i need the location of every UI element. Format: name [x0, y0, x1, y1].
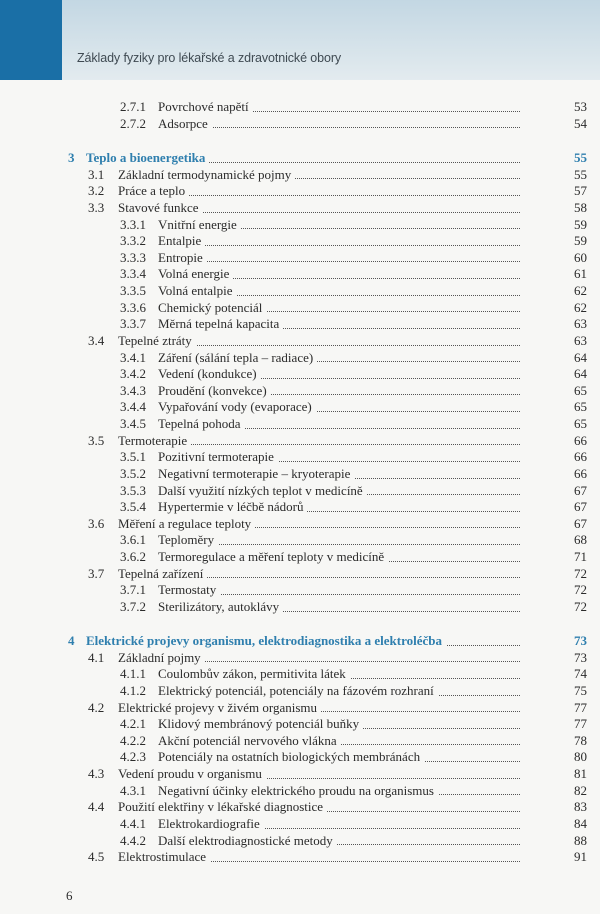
toc-entry[interactable] [0, 150, 600, 167]
toc-entry-leader [158, 300, 520, 317]
toc-entry-title: Tepelné ztráty [118, 333, 196, 348]
toc-entry-number: 3.2 [88, 183, 105, 199]
toc-entry-page: 71 [574, 549, 587, 564]
toc-entry-title: Entalpie [158, 233, 205, 248]
toc-entry-number: 3.3 [88, 199, 105, 215]
toc-entry-page: 82 [574, 782, 587, 798]
toc-entry[interactable] [0, 350, 600, 367]
toc-entry-page: 57 [574, 183, 587, 199]
toc-entry-title: Vedení proudu v organismu [118, 766, 266, 781]
toc-entry-leader [158, 233, 520, 250]
toc-entry-title: Teplo a bioenergetika [86, 150, 209, 165]
accent-block [0, 0, 62, 80]
toc-entry[interactable] [0, 466, 600, 483]
toc-entry[interactable] [0, 650, 600, 667]
toc-entry[interactable] [0, 799, 600, 816]
toc-entry-leader [118, 200, 520, 217]
toc-entry-leader [158, 499, 520, 516]
toc-entry[interactable] [0, 766, 600, 783]
toc-entry-title: Měření a regulace teploty [118, 516, 255, 531]
toc-entry[interactable] [0, 116, 600, 133]
toc-entry[interactable] [0, 700, 600, 717]
toc-entry[interactable] [0, 233, 600, 250]
toc-entry-page: 55 [574, 150, 587, 165]
toc-entry-title: Tepelná pohoda [158, 416, 244, 431]
toc-entry-title: Další využití nízkých teplot v medicíně [158, 483, 367, 498]
toc-entry-number: 3.3.1 [120, 216, 146, 232]
toc-entry-leader [86, 150, 520, 167]
toc-entry[interactable] [0, 749, 600, 766]
toc-entry-number: 4.4.1 [120, 815, 146, 831]
toc-entry-page: 65 [574, 382, 587, 398]
toc-entry-leader [118, 700, 520, 717]
toc-entry[interactable] [0, 582, 600, 599]
toc-entry-leader [158, 749, 520, 766]
toc-entry[interactable] [0, 300, 600, 317]
toc-entry-page: 55 [574, 166, 587, 182]
toc-entry-leader [158, 283, 520, 300]
toc-entry[interactable] [0, 683, 600, 700]
toc-entry-number: 4.3.1 [120, 782, 146, 798]
toc-section-top [0, 99, 600, 132]
toc-entry-leader [118, 849, 520, 866]
toc-entry-title: Chemický potenciál [158, 300, 266, 315]
toc-entry-page: 68 [574, 532, 587, 548]
toc-entry-title: Termostaty [158, 582, 220, 597]
toc-entry[interactable] [0, 283, 600, 300]
toc-entry-title: Použití elektřiny v lékařské diagnostice [118, 799, 327, 814]
toc-entry-title: Záření (sálání tepla – radiace) [158, 350, 317, 365]
header-band [62, 0, 600, 80]
toc-entry[interactable] [0, 333, 600, 350]
toc-entry-number: 3.7.1 [120, 582, 146, 598]
toc-entry-page: 64 [574, 349, 587, 365]
toc-entry-number: 3.4.4 [120, 399, 146, 415]
toc-section-chapter-4 [0, 633, 600, 866]
toc-entry-leader [158, 483, 520, 500]
toc-entry-page: 78 [574, 732, 587, 748]
toc-entry-number: 3.6.1 [120, 532, 146, 548]
toc-entry-leader [158, 683, 520, 700]
toc-entry[interactable] [0, 783, 600, 800]
toc-entry-leader [118, 433, 520, 450]
toc-entry-number: 4 [68, 633, 75, 648]
toc-entry-title: Klidový membránový potenciál buňky [158, 716, 363, 731]
toc-entry-number: 3.6.2 [120, 549, 146, 564]
toc-entry-page: 91 [574, 849, 587, 865]
toc-entry-number: 3.5.1 [120, 449, 146, 465]
toc-entry-number: 3.4.5 [120, 416, 146, 431]
toc-entry-title: Elektrické projevy organismu, elektrodiagnostika a elektroléčba [86, 633, 446, 648]
toc-entry-page: 88 [574, 832, 587, 848]
toc-entry[interactable] [0, 716, 600, 733]
toc-entry[interactable] [0, 516, 600, 533]
toc-entry[interactable] [0, 99, 600, 116]
toc-entry-title: Základní termodynamické pojmy [118, 167, 295, 182]
toc-entry[interactable] [0, 833, 600, 850]
toc-entry-title: Elektrostimulace [118, 849, 210, 864]
toc-entry-title: Základní pojmy [118, 650, 205, 665]
toc-entry-page: 61 [574, 266, 587, 282]
toc-entry-title: Entropie [158, 250, 207, 265]
toc-entry-leader [118, 766, 520, 783]
toc-entry-page: 59 [574, 216, 587, 232]
toc-entry-page: 81 [574, 766, 587, 781]
running-title: Základy fyziky pro lékařské a zdravotnické obory [77, 51, 342, 65]
toc-entry-leader [158, 549, 520, 566]
toc-entry-leader [158, 816, 520, 833]
page-number: 6 [66, 888, 73, 903]
toc-entry-leader [158, 449, 520, 466]
toc-entry-number: 4.2 [88, 699, 105, 715]
toc-entry-number: 4.1.1 [120, 666, 146, 682]
toc-entry-leader [118, 167, 520, 184]
toc-entry[interactable] [0, 183, 600, 200]
toc-entry-leader [118, 516, 520, 533]
toc-entry-title: Volná energie [158, 266, 233, 281]
toc-entry-leader [158, 582, 520, 599]
toc-entry[interactable] [0, 566, 600, 583]
toc-entry[interactable] [0, 167, 600, 184]
toc-entry-title: Další elektrodiagnostické metody [158, 833, 337, 848]
toc-entry-page: 60 [574, 249, 587, 265]
toc-entry[interactable] [0, 383, 600, 400]
toc-entry-leader [158, 416, 520, 433]
toc-entry-number: 3.5.2 [120, 465, 146, 481]
toc-entry-number: 3.7 [88, 565, 105, 581]
toc-entry[interactable] [0, 200, 600, 217]
toc-entry-leader [158, 316, 520, 333]
toc-entry-page: 66 [574, 449, 587, 465]
toc-entry-number: 3.5.3 [120, 482, 146, 498]
toc-entry-page: 65 [574, 399, 587, 415]
toc-entry-title: Negativní termoterapie – kryoterapie [158, 466, 354, 481]
toc-entry-page: 80 [574, 749, 587, 765]
toc-entry[interactable] [0, 266, 600, 283]
toc-entry-title: Coulombův zákon, permitivita látek [158, 666, 350, 681]
toc-entry[interactable] [0, 217, 600, 234]
toc-entry-number: 2.7.1 [120, 99, 146, 114]
toc-entry-leader [86, 633, 520, 650]
toc-entry-leader [158, 532, 520, 549]
toc-entry[interactable] [0, 316, 600, 333]
toc-entry-number: 4.5 [88, 849, 105, 865]
toc-entry-title: Hypertermie v léčbě nádorů [158, 499, 307, 514]
toc-entry-page: 77 [574, 716, 587, 732]
toc-entry-leader [118, 183, 520, 200]
toc-entry-leader [158, 666, 520, 683]
toc-entry-title: Akční potenciál nervového vlákna [158, 733, 341, 748]
toc-entry-leader [158, 466, 520, 483]
toc-entry-leader [158, 383, 520, 400]
toc-entry-page: 72 [574, 565, 587, 581]
toc-entry-number: 4.4.2 [120, 832, 146, 848]
toc-entry-page: 62 [574, 283, 587, 298]
toc-entry-number: 3 [68, 150, 75, 165]
toc-entry[interactable] [0, 633, 600, 650]
toc-entry-number: 3.3.3 [120, 249, 146, 265]
toc-entry-page: 74 [574, 666, 587, 682]
toc-entry-title: Měrná tepelná kapacita [158, 316, 283, 331]
toc-entry-title: Proudění (konvekce) [158, 383, 271, 398]
toc-entry-page: 67 [574, 499, 587, 515]
toc-entry-page: 73 [574, 649, 587, 665]
toc-entry-page: 59 [574, 233, 587, 249]
toc-entry-page: 72 [574, 582, 587, 598]
toc-entry-leader [118, 799, 520, 816]
toc-entry[interactable] [0, 449, 600, 466]
toc-entry-page: 83 [574, 799, 587, 815]
toc-entry[interactable] [0, 733, 600, 750]
toc-entry-leader [158, 733, 520, 750]
toc-entry-number: 4.4 [88, 799, 105, 815]
toc-entry-page: 84 [574, 815, 587, 831]
toc-entry[interactable] [0, 666, 600, 683]
toc-entry-title: Volná entalpie [158, 283, 237, 298]
toc-entry-page: 58 [574, 199, 587, 215]
toc-entry-title: Elektrické projevy v živém organismu [118, 700, 321, 715]
toc-entry-number: 2.7.2 [120, 115, 146, 131]
toc-entry[interactable] [0, 366, 600, 383]
toc-entry-title: Vedení (kondukce) [158, 366, 261, 381]
toc-entry-number: 3.3.6 [120, 299, 146, 315]
toc-entry[interactable] [0, 250, 600, 267]
toc-entry-title: Povrchové napětí [158, 99, 253, 114]
toc-entry-page: 72 [574, 598, 587, 614]
toc-entry-page: 66 [574, 432, 587, 448]
toc-entry-title: Stavové funkce [118, 200, 203, 215]
toc-entry-number: 4.2.2 [120, 732, 146, 748]
toc-entry-number: 4.3 [88, 766, 105, 781]
toc-entry-number: 3.5.4 [120, 499, 146, 515]
toc-entry-title: Vypařování vody (evaporace) [158, 399, 316, 414]
toc-entry-title: Termoterapie [118, 433, 191, 448]
toc-entry-leader [158, 116, 520, 133]
toc-entry-title: Vnitřní energie [158, 217, 241, 232]
toc-entry-page: 53 [574, 99, 587, 114]
toc-entry-leader [118, 333, 520, 350]
toc-entry-page: 67 [574, 482, 587, 498]
toc-entry-number: 4.2.1 [120, 716, 146, 732]
toc-entry-leader [118, 650, 520, 667]
toc-entry-leader [158, 599, 520, 616]
toc-entry-title: Elektrický potenciál, potenciály na fázovém rozhraní [158, 683, 438, 698]
toc-entry[interactable] [0, 849, 600, 866]
toc-entry[interactable] [0, 433, 600, 450]
toc-entry-leader [158, 833, 520, 850]
toc-entry[interactable] [0, 532, 600, 549]
toc-entry-title: Pozitivní termoterapie [158, 449, 278, 464]
toc-entry-leader [158, 217, 520, 234]
toc-entry-number: 3.3.7 [120, 316, 146, 332]
toc-entry-number: 3.4.1 [120, 349, 146, 365]
toc-entry-leader [158, 250, 520, 267]
toc-entry-page: 66 [574, 465, 587, 481]
toc-entry-page: 77 [574, 699, 587, 715]
toc-entry[interactable] [0, 483, 600, 500]
toc-entry-leader [158, 266, 520, 283]
toc-entry[interactable] [0, 399, 600, 416]
toc-entry-number: 3.4 [88, 332, 105, 348]
toc-entry-title: Tepelná zařízení [118, 566, 207, 581]
toc-entry-title: Práce a teplo [118, 183, 189, 198]
toc-entry-number: 3.3.4 [120, 266, 146, 282]
toc-entry-page: 75 [574, 682, 587, 698]
toc-entry-leader [158, 350, 520, 367]
toc-entry-leader [118, 566, 520, 583]
toc-entry-number: 3.1 [88, 166, 105, 182]
toc-entry-number: 3.6 [88, 515, 105, 531]
toc-entry-leader [158, 716, 520, 733]
toc-entry-leader [158, 783, 520, 800]
toc-entry[interactable] [0, 599, 600, 616]
toc-entry-number: 3.5 [88, 432, 105, 448]
toc-entry-title: Adsorpce [158, 116, 212, 131]
toc-section-chapter-3 [0, 150, 600, 616]
toc-entry-number: 4.1 [88, 649, 105, 665]
toc-entry-title: Teploměry [158, 532, 218, 547]
toc-entry-title: Potenciály na ostatních biologických membránách [158, 749, 424, 764]
toc-entry-title: Sterilizátory, autoklávy [158, 599, 283, 614]
toc-entry-page: 63 [574, 332, 587, 348]
toc-entry-title: Negativní účinky elektrického proudu na organismus [158, 783, 438, 798]
toc-entry-number: 3.4.3 [120, 382, 146, 398]
toc-entry-page: 67 [574, 515, 587, 531]
toc-entry[interactable] [0, 416, 600, 433]
toc-entry[interactable] [0, 549, 600, 566]
toc-entry-page: 62 [574, 299, 587, 315]
toc-entry-leader [158, 366, 520, 383]
toc-entry-page: 64 [574, 366, 587, 382]
toc-entry-page: 73 [574, 633, 587, 648]
toc-entry-title: Elektrokardiografie [158, 816, 264, 831]
toc-entry-number: 3.3.5 [120, 283, 146, 298]
toc-entry-number: 3.3.2 [120, 233, 146, 249]
toc-entry-number: 4.1.2 [120, 682, 146, 698]
toc-entry-leader [158, 99, 520, 116]
toc-entry-number: 3.7.2 [120, 598, 146, 614]
toc-entry-leader [158, 399, 520, 416]
toc-entry-number: 4.2.3 [120, 749, 146, 765]
toc-entry-page: 65 [574, 416, 587, 431]
toc-entry-page: 54 [574, 115, 587, 131]
toc-entry-title: Termoregulace a měření teploty v medicíně [158, 549, 388, 564]
toc-entry-page: 63 [574, 316, 587, 332]
toc-entry[interactable] [0, 499, 600, 516]
toc-entry-number: 3.4.2 [120, 366, 146, 382]
toc-entry[interactable] [0, 816, 600, 833]
